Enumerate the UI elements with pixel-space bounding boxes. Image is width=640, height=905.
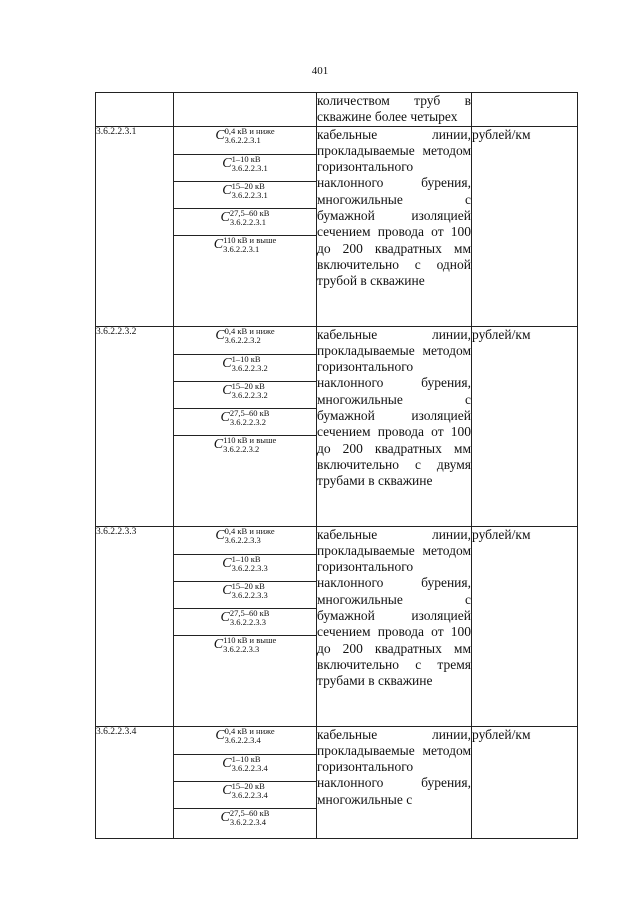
symbol-cell [174, 126, 317, 326]
description-text: кабельные линии, прокладываемые методом горизонтального наклонного бурения, многожильные с бумажной изоляцией сечением провода от 100 до 200 квадратных мм включительно с одной трубой в скважине [317, 126, 471, 289]
tariff-symbol [174, 355, 316, 382]
symbol-subscript: 3.6.2.2.3.3 [224, 534, 261, 545]
tariff-symbol [174, 182, 316, 209]
tariff-symbol [174, 555, 316, 582]
symbol-cell [174, 526, 317, 726]
symbol-subscript: 3.6.2.2.3.1 [229, 216, 267, 227]
symbol-superscript: 27,5–60 кВ [229, 607, 270, 618]
symbol-letter: C [220, 609, 230, 625]
table-row [96, 126, 578, 326]
tariff-symbol [174, 809, 316, 838]
code-cell: 3.6.2.2.3.4 [96, 726, 174, 838]
symbol-superscript: 110 кВ и выше [223, 434, 277, 445]
unit-cell [472, 93, 578, 127]
symbol-letter: C [220, 409, 230, 425]
symbol-superscript: 1–10 кВ [231, 553, 261, 564]
symbol-letter: C [222, 782, 232, 798]
symbol-superscript: 15–20 кВ [231, 580, 265, 591]
description-text: кабельные линии, прокладываемые методом горизонтального наклонного бурения, многожильные с [317, 726, 471, 807]
unit-cell: рублей/км [472, 126, 578, 326]
description-cell [317, 726, 472, 838]
symbol-superscript: 1–10 кВ [231, 353, 261, 364]
tariff-symbol [174, 727, 316, 755]
symbol-superscript: 0,4 кВ и ниже [224, 325, 275, 336]
symbol-superscript: 27,5–60 кВ [229, 407, 270, 418]
symbol-letter: C [213, 436, 224, 452]
tariff-symbol [174, 409, 316, 436]
tariff-symbol [174, 609, 316, 636]
tariff-symbol [174, 127, 316, 155]
tariff-table [95, 92, 578, 839]
symbol-letter: C [222, 582, 232, 598]
symbol-superscript: 110 кВ и выше [223, 634, 277, 645]
symbol-superscript: 15–20 кВ [231, 780, 265, 791]
symbol-subscript: 3.6.2.2.3.3 [223, 643, 260, 654]
tariff-symbol [174, 382, 316, 409]
symbol-superscript: 1–10 кВ [231, 153, 261, 164]
symbol-letter: C [222, 555, 232, 571]
symbol-letter: C [215, 127, 225, 143]
tariff-symbol [174, 236, 316, 326]
symbol-letter: C [222, 755, 232, 771]
symbol-subscript: 3.6.2.2.3.4 [224, 734, 261, 745]
description-text: кабельные линии, прокладываемые методом горизонтального наклонного бурения, многожильные с бумажной изоляцией сечением провода от 100 до 200 квадратных мм включительно с двумя трубами в скважине [317, 326, 471, 489]
table-row [96, 526, 578, 726]
symbol-subscript: 3.6.2.2.3.2 [229, 416, 267, 427]
tariff-symbol [174, 755, 316, 782]
symbol-subscript: 3.6.2.2.3.4 [231, 762, 268, 773]
tariff-symbol [174, 582, 316, 609]
symbol-cell [174, 93, 317, 127]
tariff-symbol [174, 527, 316, 555]
description-cell [317, 93, 472, 127]
description-cell [317, 326, 472, 526]
unit-cell: рублей/км [472, 326, 578, 526]
table-row [96, 326, 578, 526]
page-number: 401 [311, 65, 329, 77]
tariff-symbol [174, 327, 316, 355]
symbol-subscript: 3.6.2.2.3.2 [231, 362, 268, 373]
symbol-superscript: 0,4 кВ и ниже [224, 125, 275, 136]
symbol-letter: C [220, 209, 230, 225]
tariff-symbol [174, 636, 316, 726]
symbol-cell [174, 326, 317, 526]
symbol-letter: C [215, 327, 225, 343]
symbol-subscript: 3.6.2.2.3.4 [231, 789, 268, 800]
unit-cell: рублей/км [472, 526, 578, 726]
symbol-subscript: 3.6.2.2.3.2 [224, 334, 261, 345]
symbol-superscript: 27,5–60 кВ [229, 207, 270, 218]
symbol-letter: C [222, 382, 232, 398]
symbol-superscript: 0,4 кВ и ниже [224, 725, 275, 736]
symbol-letter: C [222, 355, 232, 371]
description-cell [317, 526, 472, 726]
symbol-letter: C [213, 236, 224, 252]
symbol-letter: C [215, 727, 225, 743]
symbol-letter: C [222, 182, 232, 198]
symbol-subscript: 3.6.2.2.3.1 [231, 162, 268, 173]
tariff-symbol [174, 209, 316, 236]
symbol-letter: C [220, 809, 230, 825]
symbol-superscript: 110 кВ и выше [223, 234, 277, 245]
symbol-subscript: 3.6.2.2.3.3 [229, 616, 267, 627]
table-row [96, 726, 578, 838]
code-cell: 3.6.2.2.3.2 [96, 326, 174, 526]
symbol-superscript: 15–20 кВ [231, 180, 265, 191]
tariff-symbol [174, 436, 316, 526]
symbol-letter: C [213, 636, 224, 652]
symbol-subscript: 3.6.2.2.3.1 [223, 243, 260, 254]
symbol-superscript: 27,5–60 кВ [229, 807, 270, 818]
symbol-subscript: 3.6.2.2.3.1 [224, 134, 261, 145]
symbol-subscript: 3.6.2.2.3.3 [231, 589, 268, 600]
symbol-subscript: 3.6.2.2.3.1 [231, 189, 268, 200]
code-cell: 3.6.2.2.3.1 [96, 126, 174, 326]
symbol-superscript: 1–10 кВ [231, 753, 261, 764]
tariff-symbol [174, 782, 316, 809]
symbol-subscript: 3.6.2.2.3.3 [231, 562, 268, 573]
symbol-subscript: 3.6.2.2.3.4 [229, 816, 267, 827]
symbol-subscript: 3.6.2.2.3.2 [231, 389, 268, 400]
unit-cell: рублей/км [472, 726, 578, 838]
symbol-superscript: 15–20 кВ [231, 380, 265, 391]
code-cell [96, 93, 174, 127]
table-row [96, 93, 578, 127]
code-cell: 3.6.2.2.3.3 [96, 526, 174, 726]
tariff-symbol [174, 155, 316, 182]
symbol-letter: C [222, 155, 232, 171]
description-text: количеством труб в скважине более четырех [317, 93, 471, 125]
description-cell [317, 126, 472, 326]
symbol-letter: C [215, 527, 225, 543]
symbol-cell [174, 726, 317, 838]
symbol-subscript: 3.6.2.2.3.2 [223, 443, 260, 454]
description-text: кабельные линии, прокладываемые методом горизонтального наклонного бурения, многожильные с бумажной изоляцией сечением провода от 100 до 200 квадратных мм включительно с тремя трубами в скважине [317, 526, 471, 689]
symbol-superscript: 0,4 кВ и ниже [224, 525, 275, 536]
